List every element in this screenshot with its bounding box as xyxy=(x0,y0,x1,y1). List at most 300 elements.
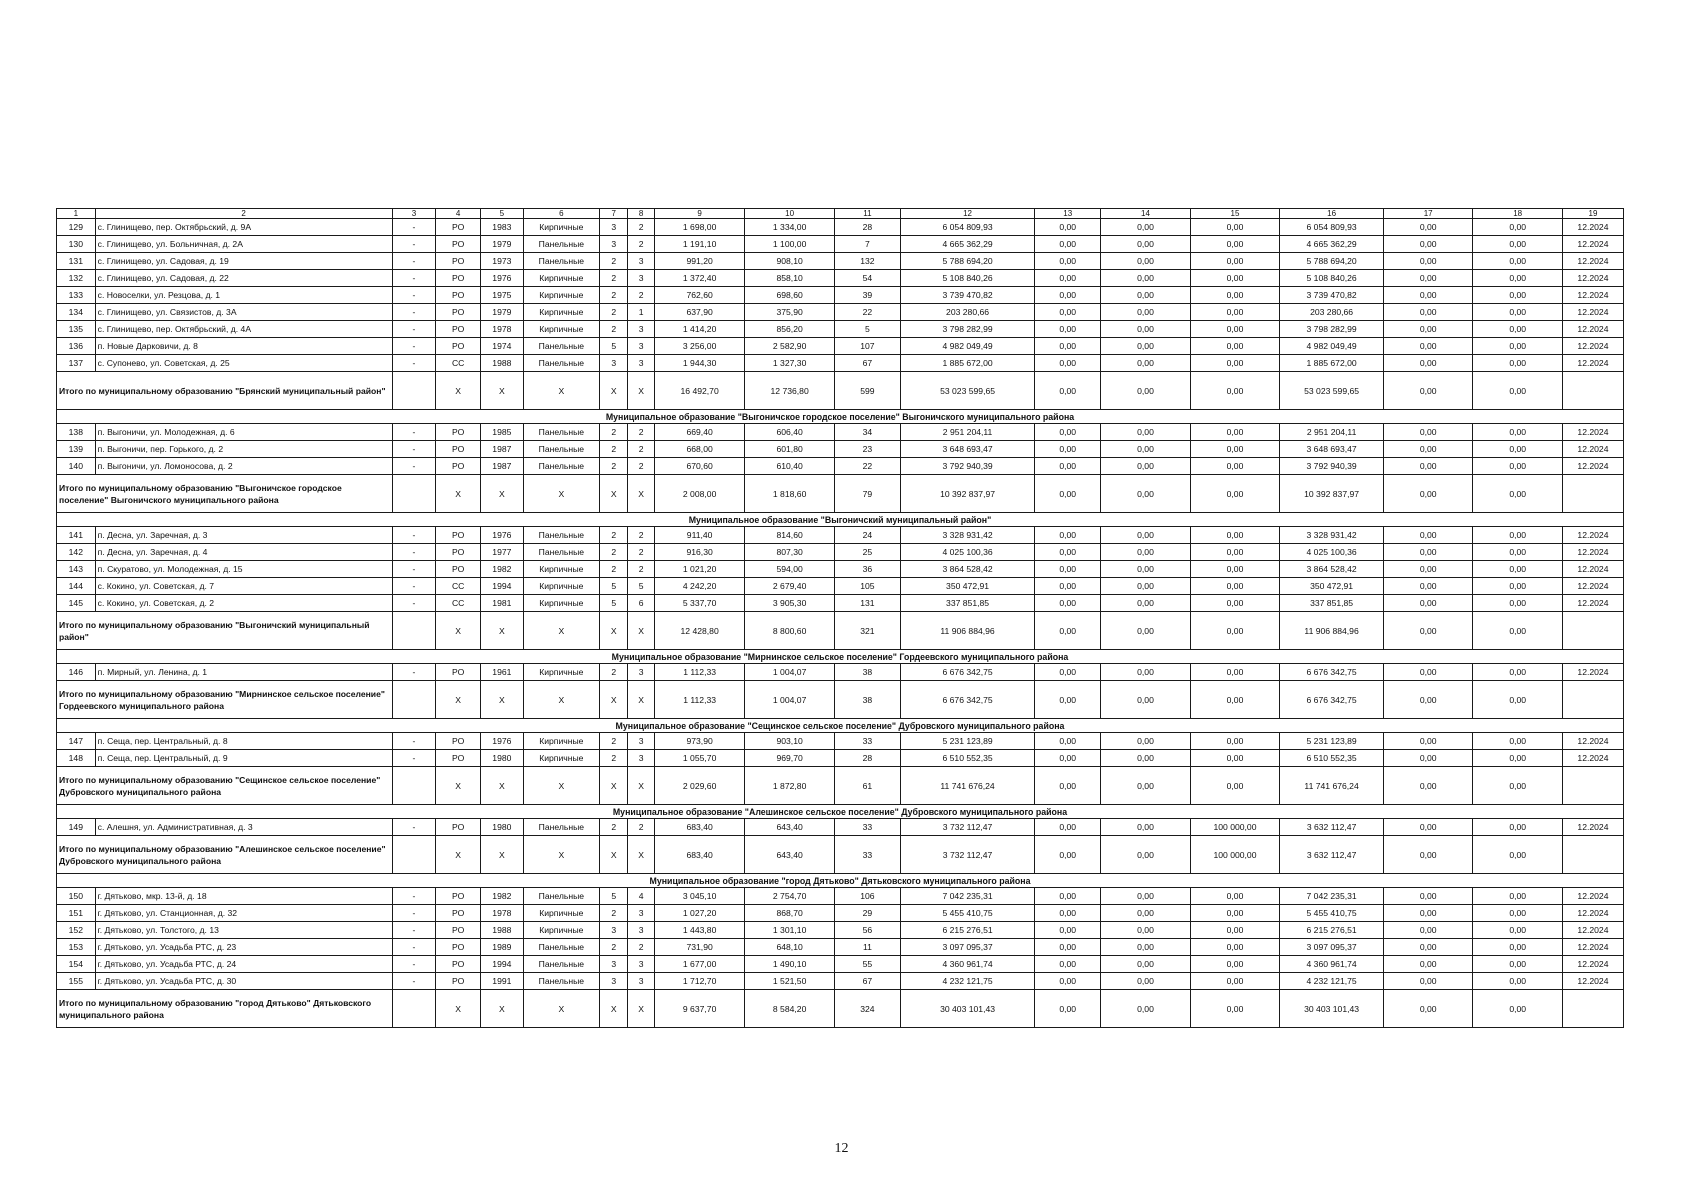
total-cell: 0,00 xyxy=(1035,372,1101,410)
table-cell: РО xyxy=(436,287,481,304)
total-cell: Х xyxy=(481,372,524,410)
total-cell: 0,00 xyxy=(1101,681,1190,719)
address-cell: п. Выгоничи, ул. Ломоносова, д. 2 xyxy=(95,458,392,475)
table-cell: 0,00 xyxy=(1101,236,1190,253)
column-number: 13 xyxy=(1035,209,1101,219)
table-cell: РО xyxy=(436,939,481,956)
table-cell: 0,00 xyxy=(1383,561,1472,578)
table-cell: - xyxy=(392,355,436,372)
total-cell: 0,00 xyxy=(1473,475,1562,513)
table-cell: 1 301,10 xyxy=(745,922,834,939)
table-cell: РО xyxy=(436,270,481,287)
section-title-row xyxy=(57,410,1624,424)
table-cell: 0,00 xyxy=(1190,888,1279,905)
total-cell: 10 392 837,97 xyxy=(1280,475,1384,513)
table-cell: 1980 xyxy=(481,819,524,836)
table-cell: 67 xyxy=(834,973,900,990)
total-cell: 12 736,80 xyxy=(745,372,834,410)
table-cell: 1980 xyxy=(481,750,524,767)
section-title-row xyxy=(57,650,1624,664)
table-cell: РО xyxy=(436,219,481,236)
section-title: Муниципальное образование "город Дятьково" Дятьковского муниципального района xyxy=(57,874,1624,888)
table-cell: 0,00 xyxy=(1190,287,1279,304)
table-cell: 203 280,66 xyxy=(900,304,1034,321)
table-cell: Кирпичные xyxy=(523,595,599,612)
table-cell: РО xyxy=(436,956,481,973)
table-cell: 3 045,10 xyxy=(654,888,745,905)
table-cell: 1 372,40 xyxy=(654,270,745,287)
table-cell: 0,00 xyxy=(1035,956,1101,973)
table-cell: 762,60 xyxy=(654,287,745,304)
table-cell: 107 xyxy=(834,338,900,355)
column-number: 11 xyxy=(834,209,900,219)
total-cell: 61 xyxy=(834,767,900,805)
table-cell: Панельные xyxy=(523,253,599,270)
table-cell: 0,00 xyxy=(1190,236,1279,253)
table-cell: - xyxy=(392,321,436,338)
table-cell: 1988 xyxy=(481,922,524,939)
table-cell: 0,00 xyxy=(1101,939,1190,956)
table-cell: 0,00 xyxy=(1035,595,1101,612)
table-cell: 5 xyxy=(599,888,627,905)
table-cell: Панельные xyxy=(523,441,599,458)
table-cell: 5 xyxy=(599,595,627,612)
total-cell: 100 000,00 xyxy=(1190,836,1279,874)
table-cell: 56 xyxy=(834,922,900,939)
table-cell: 2 xyxy=(599,527,627,544)
total-cell: Х xyxy=(481,836,524,874)
table-cell: 0,00 xyxy=(1383,253,1472,270)
table-cell: 39 xyxy=(834,287,900,304)
table-cell: 3 xyxy=(628,338,654,355)
table-cell: 1976 xyxy=(481,733,524,750)
table-cell: 1982 xyxy=(481,561,524,578)
table-cell: 0,00 xyxy=(1383,424,1472,441)
table-cell: 0,00 xyxy=(1035,458,1101,475)
table-cell: 668,00 xyxy=(654,441,745,458)
table-cell: 0,00 xyxy=(1190,304,1279,321)
table-cell: 1994 xyxy=(481,956,524,973)
table-cell: - xyxy=(392,544,436,561)
table-cell: Панельные xyxy=(523,458,599,475)
table-cell: 12.2024 xyxy=(1562,750,1623,767)
table-cell: 0,00 xyxy=(1473,527,1562,544)
table-cell: 0,00 xyxy=(1035,578,1101,595)
table-cell: 67 xyxy=(834,355,900,372)
total-cell: Х xyxy=(599,836,627,874)
address-cell: г. Дятьково, ул. Толстого, д. 13 xyxy=(95,922,392,939)
total-cell: 33 xyxy=(834,836,900,874)
table-cell: 0,00 xyxy=(1190,973,1279,990)
table-cell: 0,00 xyxy=(1473,458,1562,475)
table-cell: 12.2024 xyxy=(1562,664,1623,681)
table-cell: 0,00 xyxy=(1190,561,1279,578)
total-cell: 0,00 xyxy=(1101,990,1190,1028)
table-cell: 1987 xyxy=(481,441,524,458)
table-cell: 643,40 xyxy=(745,819,834,836)
table-cell: 1 xyxy=(628,304,654,321)
table-cell: - xyxy=(392,458,436,475)
total-cell: 0,00 xyxy=(1473,372,1562,410)
table-cell: 2 xyxy=(599,441,627,458)
table-row xyxy=(57,338,1624,355)
table-row xyxy=(57,595,1624,612)
table-cell: Панельные xyxy=(523,973,599,990)
table-cell: 6 215 276,51 xyxy=(900,922,1034,939)
address-cell: с. Глинищево, пер. Октябрьский, д. 9А xyxy=(95,219,392,236)
table-row xyxy=(57,253,1624,270)
total-cell: 0,00 xyxy=(1035,475,1101,513)
table-cell: 1987 xyxy=(481,458,524,475)
table-cell: 4 360 961,74 xyxy=(900,956,1034,973)
table-cell: 3 097 095,37 xyxy=(900,939,1034,956)
total-cell: 2 029,60 xyxy=(654,767,745,805)
table-cell: 610,40 xyxy=(745,458,834,475)
total-row xyxy=(57,990,1624,1028)
table-cell: 0,00 xyxy=(1473,441,1562,458)
table-cell: 0,00 xyxy=(1190,270,1279,287)
table-cell: 0,00 xyxy=(1035,270,1101,287)
column-number: 19 xyxy=(1562,209,1623,219)
table-cell: 0,00 xyxy=(1035,424,1101,441)
table-cell: 12.2024 xyxy=(1562,253,1623,270)
total-cell: Х xyxy=(523,475,599,513)
table-cell: 0,00 xyxy=(1383,750,1472,767)
total-row xyxy=(57,767,1624,805)
table-cell: 2 xyxy=(628,424,654,441)
table-cell: 3 097 095,37 xyxy=(1280,939,1384,956)
table-cell: 2 xyxy=(628,819,654,836)
total-cell: 0,00 xyxy=(1473,681,1562,719)
total-cell: 3 732 112,47 xyxy=(900,836,1034,874)
total-cell xyxy=(392,836,436,874)
table-cell: 6 676 342,75 xyxy=(1280,664,1384,681)
column-number: 9 xyxy=(654,209,745,219)
total-cell: Х xyxy=(628,372,654,410)
table-cell: 100 000,00 xyxy=(1190,819,1279,836)
table-cell: 0,00 xyxy=(1035,664,1101,681)
table-cell: 0,00 xyxy=(1101,561,1190,578)
table-cell: 731,90 xyxy=(654,939,745,956)
column-number: 5 xyxy=(481,209,524,219)
table-cell: Кирпичные xyxy=(523,578,599,595)
total-cell xyxy=(1562,990,1623,1028)
table-cell: 0,00 xyxy=(1190,527,1279,544)
table-cell: 1976 xyxy=(481,527,524,544)
table-cell: 152 xyxy=(57,922,96,939)
total-cell: Х xyxy=(481,475,524,513)
table-cell: 131 xyxy=(834,595,900,612)
table-cell: Кирпичные xyxy=(523,922,599,939)
table-cell: 130 xyxy=(57,236,96,253)
table-cell: 0,00 xyxy=(1035,905,1101,922)
table-cell: 0,00 xyxy=(1473,939,1562,956)
table-cell: - xyxy=(392,819,436,836)
table-cell: 1 443,80 xyxy=(654,922,745,939)
table-cell: РО xyxy=(436,922,481,939)
table-cell: 146 xyxy=(57,664,96,681)
table-cell: 6 215 276,51 xyxy=(1280,922,1384,939)
total-cell: 0,00 xyxy=(1383,681,1472,719)
table-cell: 0,00 xyxy=(1101,544,1190,561)
table-cell: 4 025 100,36 xyxy=(900,544,1034,561)
table-cell: 0,00 xyxy=(1101,664,1190,681)
total-cell: Х xyxy=(436,767,481,805)
table-cell: 154 xyxy=(57,956,96,973)
total-label: Итого по муниципальному образованию "Сещинское сельское поселение" Дубровского муниципального района xyxy=(57,767,393,805)
table-cell: 1 885 672,00 xyxy=(1280,355,1384,372)
table-cell: 1 698,00 xyxy=(654,219,745,236)
table-cell: 1973 xyxy=(481,253,524,270)
table-cell: 3 xyxy=(628,956,654,973)
table-cell: 0,00 xyxy=(1101,973,1190,990)
total-cell: Х xyxy=(599,475,627,513)
table-cell: 0,00 xyxy=(1473,321,1562,338)
table-cell: 0,00 xyxy=(1101,355,1190,372)
address-cell: г. Дятьково, ул. Станционная, д. 32 xyxy=(95,905,392,922)
table-cell: 0,00 xyxy=(1473,578,1562,595)
total-cell: Х xyxy=(436,475,481,513)
total-cell: 683,40 xyxy=(654,836,745,874)
table-cell: РО xyxy=(436,888,481,905)
table-cell: Кирпичные xyxy=(523,750,599,767)
total-cell: 0,00 xyxy=(1190,767,1279,805)
table-row xyxy=(57,304,1624,321)
section-title-row xyxy=(57,719,1624,733)
table-cell: 0,00 xyxy=(1383,527,1472,544)
table-cell: 5 xyxy=(834,321,900,338)
table-cell: 0,00 xyxy=(1101,750,1190,767)
table-cell: 0,00 xyxy=(1101,287,1190,304)
table-cell: 1982 xyxy=(481,888,524,905)
table-row xyxy=(57,219,1624,236)
total-cell: 0,00 xyxy=(1101,612,1190,650)
table-cell: 2 xyxy=(628,939,654,956)
table-cell: - xyxy=(392,219,436,236)
table-cell: 5 xyxy=(599,578,627,595)
table-cell: Кирпичные xyxy=(523,270,599,287)
table-cell: 2 xyxy=(599,321,627,338)
table-cell: 0,00 xyxy=(1190,750,1279,767)
table-cell: 0,00 xyxy=(1101,338,1190,355)
total-cell: 9 637,70 xyxy=(654,990,745,1028)
table-row xyxy=(57,819,1624,836)
table-cell: 0,00 xyxy=(1101,253,1190,270)
total-cell: 10 392 837,97 xyxy=(900,475,1034,513)
total-cell: 1 004,07 xyxy=(745,681,834,719)
table-cell: 136 xyxy=(57,338,96,355)
total-label: Итого по муниципальному образованию "город Дятьково" Дятьковского муниципального района xyxy=(57,990,393,1028)
table-cell: 3 798 282,99 xyxy=(1280,321,1384,338)
total-label: Итого по муниципальному образованию "Выгоничский муниципальный район" xyxy=(57,612,393,650)
table-cell: 0,00 xyxy=(1101,527,1190,544)
total-cell: Х xyxy=(628,767,654,805)
table-cell: Кирпичные xyxy=(523,304,599,321)
table-cell: 12.2024 xyxy=(1562,973,1623,990)
table-cell: РО xyxy=(436,236,481,253)
address-cell: с. Глинищево, ул. Садовая, д. 22 xyxy=(95,270,392,287)
total-cell: 11 741 676,24 xyxy=(900,767,1034,805)
table-cell: 12.2024 xyxy=(1562,956,1623,973)
table-cell: 0,00 xyxy=(1035,973,1101,990)
total-cell: 0,00 xyxy=(1473,612,1562,650)
address-cell: г. Дятьково, ул. Усадьба РТС, д. 30 xyxy=(95,973,392,990)
table-cell: 24 xyxy=(834,527,900,544)
table-cell: 683,40 xyxy=(654,819,745,836)
table-cell: 0,00 xyxy=(1035,338,1101,355)
total-row xyxy=(57,475,1624,513)
table-cell: 12.2024 xyxy=(1562,819,1623,836)
total-cell: 324 xyxy=(834,990,900,1028)
table-cell: 3 256,00 xyxy=(654,338,745,355)
total-cell: 0,00 xyxy=(1035,681,1101,719)
table-cell: 0,00 xyxy=(1473,922,1562,939)
table-cell: 2 xyxy=(599,270,627,287)
table-cell: 3 732 112,47 xyxy=(900,819,1034,836)
total-cell: 11 906 884,96 xyxy=(1280,612,1384,650)
table-cell: 0,00 xyxy=(1035,219,1101,236)
table-cell: 12.2024 xyxy=(1562,578,1623,595)
table-row xyxy=(57,750,1624,767)
table-cell: 0,00 xyxy=(1101,219,1190,236)
table-cell: 0,00 xyxy=(1101,458,1190,475)
table-cell: 3 328 931,42 xyxy=(1280,527,1384,544)
total-cell xyxy=(392,612,436,650)
table-row xyxy=(57,561,1624,578)
table-cell: 0,00 xyxy=(1383,956,1472,973)
table-cell: 4 360 961,74 xyxy=(1280,956,1384,973)
table-cell: 36 xyxy=(834,561,900,578)
table-cell: РО xyxy=(436,321,481,338)
table-cell: 3 xyxy=(628,922,654,939)
table-cell: 0,00 xyxy=(1101,819,1190,836)
total-cell: Х xyxy=(599,767,627,805)
table-cell: 0,00 xyxy=(1383,441,1472,458)
table-cell: 3 328 931,42 xyxy=(900,527,1034,544)
table-cell: 2 xyxy=(599,561,627,578)
table-cell: 0,00 xyxy=(1101,733,1190,750)
table-cell: 2 xyxy=(599,819,627,836)
table-cell: 1 004,07 xyxy=(745,664,834,681)
address-cell: г. Дятьково, ул. Усадьба РТС, д. 23 xyxy=(95,939,392,956)
total-row xyxy=(57,836,1624,874)
table-cell: 147 xyxy=(57,733,96,750)
table-cell: 2 xyxy=(599,253,627,270)
total-cell: 1 112,33 xyxy=(654,681,745,719)
table-cell: 0,00 xyxy=(1473,219,1562,236)
total-cell: 0,00 xyxy=(1473,836,1562,874)
table-cell: 3 792 940,39 xyxy=(900,458,1034,475)
table-cell: 0,00 xyxy=(1473,733,1562,750)
table-cell: РО xyxy=(436,664,481,681)
table-cell: 33 xyxy=(834,819,900,836)
housing-repair-table xyxy=(56,208,1624,1028)
table-cell: - xyxy=(392,304,436,321)
table-row xyxy=(57,236,1624,253)
table-cell: 0,00 xyxy=(1035,733,1101,750)
table-cell: 4 982 049,49 xyxy=(900,338,1034,355)
table-cell: 12.2024 xyxy=(1562,441,1623,458)
table-cell: 12.2024 xyxy=(1562,595,1623,612)
table-cell: 0,00 xyxy=(1190,424,1279,441)
total-cell: 0,00 xyxy=(1101,475,1190,513)
table-cell: 0,00 xyxy=(1383,287,1472,304)
table-cell: 973,90 xyxy=(654,733,745,750)
table-cell: 3 632 112,47 xyxy=(1280,819,1384,836)
table-cell: 12.2024 xyxy=(1562,939,1623,956)
table-cell: 7 042 235,31 xyxy=(1280,888,1384,905)
total-cell: 6 676 342,75 xyxy=(1280,681,1384,719)
table-cell: 5 108 840,26 xyxy=(1280,270,1384,287)
table-cell: - xyxy=(392,441,436,458)
column-number: 7 xyxy=(599,209,627,219)
table-cell: 0,00 xyxy=(1383,270,1472,287)
table-cell: РО xyxy=(436,441,481,458)
table-cell: РО xyxy=(436,973,481,990)
table-cell: 12.2024 xyxy=(1562,338,1623,355)
table-cell: 12.2024 xyxy=(1562,905,1623,922)
table-cell: 138 xyxy=(57,424,96,441)
table-cell: 0,00 xyxy=(1101,270,1190,287)
total-cell: Х xyxy=(628,475,654,513)
section-title: Муниципальное образование "Алешинское сельское поселение" Дубровского муниципального района xyxy=(57,805,1624,819)
table-cell: 12.2024 xyxy=(1562,355,1623,372)
table-cell: Кирпичные xyxy=(523,561,599,578)
table-cell: 1 677,00 xyxy=(654,956,745,973)
table-cell: 0,00 xyxy=(1190,355,1279,372)
table-cell: 0,00 xyxy=(1383,664,1472,681)
table-cell: 3 905,30 xyxy=(745,595,834,612)
table-cell: Панельные xyxy=(523,527,599,544)
table-body xyxy=(57,209,1624,1028)
table-cell: 5 337,70 xyxy=(654,595,745,612)
table-cell: 22 xyxy=(834,458,900,475)
table-cell: 2 xyxy=(599,287,627,304)
table-cell: 4 232 121,75 xyxy=(1280,973,1384,990)
total-cell xyxy=(1562,681,1623,719)
total-cell: 0,00 xyxy=(1190,475,1279,513)
table-cell: 2 xyxy=(599,544,627,561)
table-cell: 0,00 xyxy=(1473,236,1562,253)
total-cell: Х xyxy=(599,990,627,1028)
table-cell: 12.2024 xyxy=(1562,270,1623,287)
total-cell: Х xyxy=(599,681,627,719)
table-cell: 12.2024 xyxy=(1562,304,1623,321)
table-cell: 0,00 xyxy=(1473,304,1562,321)
table-cell: 0,00 xyxy=(1190,956,1279,973)
table-cell: 0,00 xyxy=(1101,441,1190,458)
total-cell: Х xyxy=(628,681,654,719)
table-cell: 1 490,10 xyxy=(745,956,834,973)
address-cell: с. Алешня, ул. Административная, д. 3 xyxy=(95,819,392,836)
total-cell: Х xyxy=(436,990,481,1028)
table-cell: 2 xyxy=(599,424,627,441)
address-cell: п. Десна, ул. Заречная, д. 3 xyxy=(95,527,392,544)
table-cell: 1983 xyxy=(481,219,524,236)
table-cell: 0,00 xyxy=(1383,321,1472,338)
table-cell: 28 xyxy=(834,219,900,236)
total-cell: 12 428,80 xyxy=(654,612,745,650)
table-cell: Панельные xyxy=(523,939,599,956)
total-cell: 2 008,00 xyxy=(654,475,745,513)
table-cell: 106 xyxy=(834,888,900,905)
total-cell: Х xyxy=(628,836,654,874)
total-cell: Х xyxy=(436,681,481,719)
table-row xyxy=(57,441,1624,458)
table-cell: 25 xyxy=(834,544,900,561)
table-cell: РО xyxy=(436,304,481,321)
table-cell: 12.2024 xyxy=(1562,561,1623,578)
